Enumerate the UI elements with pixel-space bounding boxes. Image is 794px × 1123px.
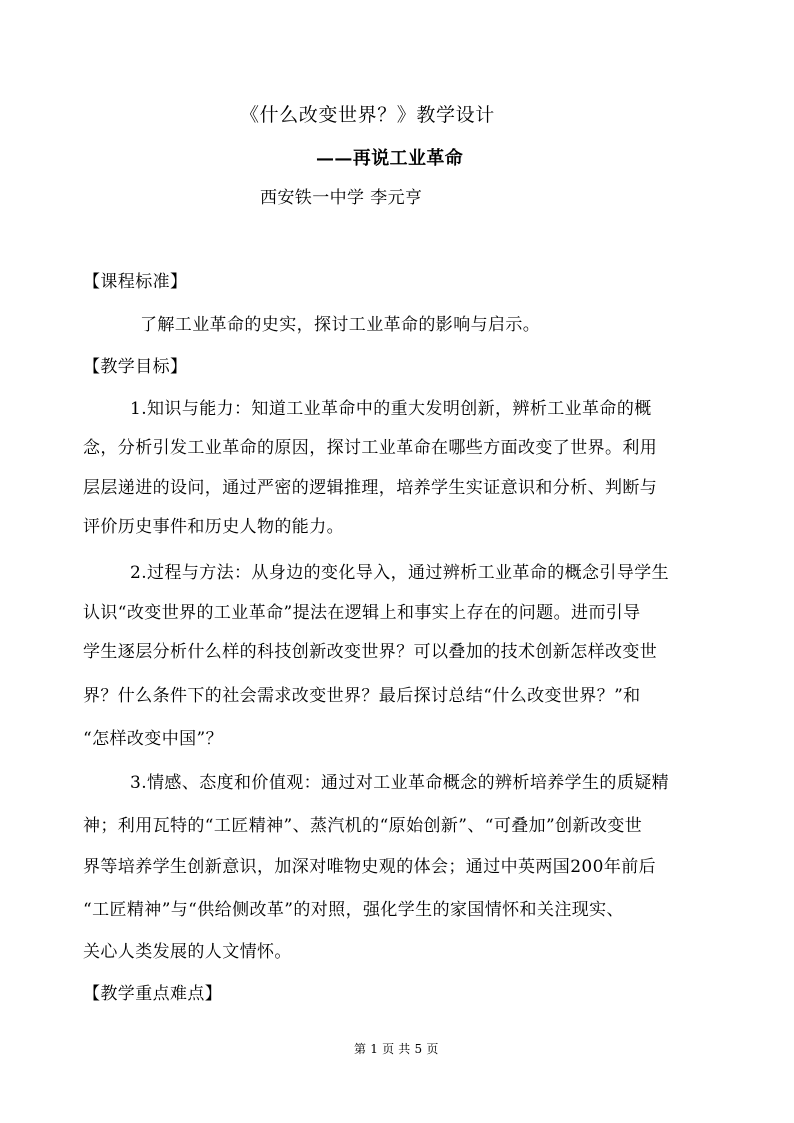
section-heading-teaching-goals: 【教学目标】 (83, 357, 188, 377)
goal2-line-3: 学生逐层分析什么样的科技创新改变世界？可以叠加的技术创新怎样改变世 (83, 642, 658, 662)
document-subtitle: ——再说工业革命 (316, 148, 464, 169)
goal3-line-4: “工匠精神”与“供给侧改革”的对照，强化学生的家国情怀和关注现实、 (83, 900, 624, 920)
goal2-line-2: 认识“改变世界的工业革命”提法在逻辑上和事实上存在的问题。进而引导 (83, 603, 641, 623)
goal1-line-4: 评价历史事件和历史人物的能力。 (83, 517, 344, 537)
goal1-line-1: 1.知识与能力：知道工业革命中的重大发明创新，辨析工业革命的概 (130, 399, 652, 419)
goal3-line-1: 3.情感、态度和价值观：通过对工业革命概念的辨析培养学生的质疑精 (130, 773, 670, 793)
goal1-line-2: 念，分析引发工业革命的原因，探讨工业革命在哪些方面改变了世界。利用 (83, 438, 658, 458)
goal2-line-5: “怎样改变中国”？ (83, 729, 223, 749)
section-heading-curriculum-standard: 【课程标准】 (83, 272, 188, 292)
goal1-line-3: 层层递进的设问，通过严密的逻辑推理，培养学生实证意识和分析、判断与 (83, 478, 658, 498)
goal2-line-4: 界？什么条件下的社会需求改变世界？最后探讨总结“什么改变世界？”和 (83, 686, 641, 706)
goal3-line-3: 界等培养学生创新意识，加深对唯物史观的体会；通过中英两国200年前后 (83, 857, 657, 877)
goal2-line-1: 2.过程与方法：从身边的变化导入，通过辨析工业革命的概念引导学生 (130, 563, 670, 583)
page-number-footer: 第 1 页 共 5 页 (354, 1042, 439, 1056)
author-line: 西安铁一中学 李元亨 (260, 188, 423, 208)
goal3-line-2: 神；利用瓦特的“工匠精神”、蒸汽机的“原始创新”、“可叠加”创新改变世 (83, 816, 643, 836)
section-heading-key-points: 【教学重点难点】 (83, 984, 223, 1004)
goal3-line-5: 关心人类发展的人文情怀。 (83, 942, 292, 962)
document-title: 《什么改变世界？》教学设计 (240, 104, 495, 126)
curriculum-standard-text: 了解工业革命的史实，探讨工业革命的影响与启示。 (140, 315, 541, 335)
